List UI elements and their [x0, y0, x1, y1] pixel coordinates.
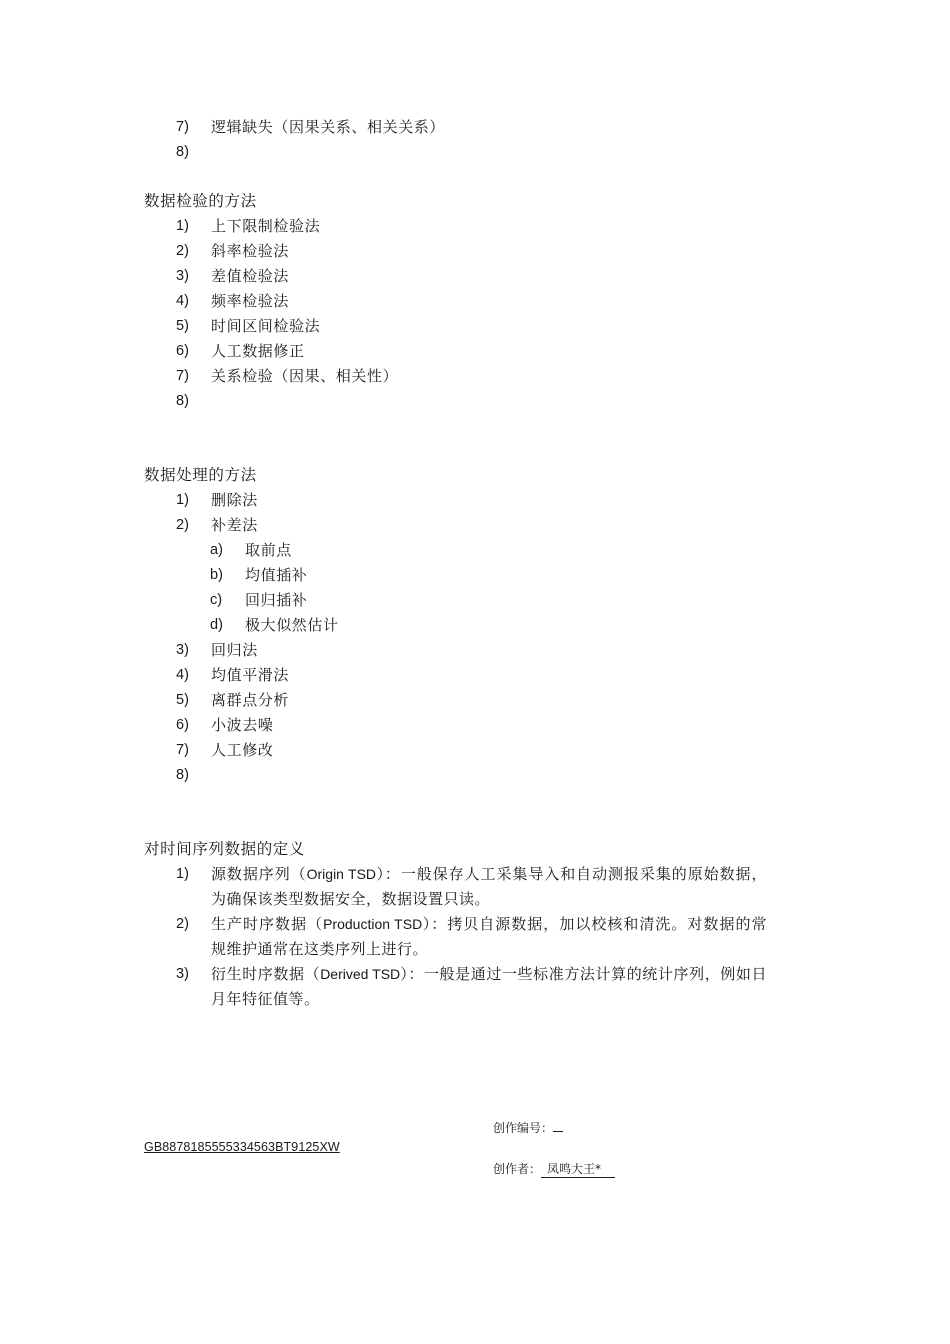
document-code: GB8878185555334563BT9125XW: [144, 1140, 340, 1154]
list-text: 斜率检验法: [211, 242, 290, 260]
list-text: 回归法: [211, 641, 258, 659]
list-number: 3): [176, 642, 189, 658]
list-number: 4): [176, 293, 189, 309]
definition-text: [211, 862, 767, 912]
creation-number-label: 创作编号：: [493, 1121, 554, 1135]
list-number: b): [210, 567, 223, 583]
section-heading-check: 数据检验的方法: [144, 192, 257, 210]
list-text: 取前点: [245, 541, 292, 559]
list-text: 删除法: [211, 491, 258, 509]
list-number: c): [210, 592, 223, 608]
definition-item: [176, 862, 776, 912]
section-heading-definition: 对时间序列数据的定义: [144, 840, 306, 858]
list-text: 频率检验法: [211, 292, 290, 310]
definition-item: [176, 962, 776, 1012]
list-text: 差值检验法: [211, 267, 290, 285]
list-number: 2): [176, 243, 189, 259]
definition-desc: ）：拷贝自源数据，加以校核和清洗。对数据的常规维护通常在这类序列上进行。: [211, 915, 767, 958]
list-number: 6): [176, 343, 189, 359]
definition-text: [211, 962, 767, 1012]
list-text: 人工修改: [211, 741, 274, 759]
definition-item: [176, 912, 776, 962]
list-number: 4): [176, 667, 189, 683]
definition-abbr: Derived TSD: [320, 966, 401, 982]
author: [493, 1160, 615, 1178]
list-number: 8): [176, 767, 189, 783]
list-number: 7): [176, 368, 189, 384]
definition-term: 衍生时序数据（: [211, 965, 321, 983]
list-number: d): [210, 617, 223, 633]
list-number: 3): [176, 268, 189, 284]
definition-abbr: Origin TSD: [306, 866, 377, 882]
list-number: 1): [176, 218, 189, 234]
list-number: 2): [176, 916, 189, 932]
list-text: 人工数据修正: [211, 342, 305, 360]
list-text: 回归插补: [245, 591, 308, 609]
list-number: 7): [176, 742, 189, 758]
list-text: 离群点分析: [211, 691, 290, 709]
list-text: 上下限制检验法: [211, 217, 321, 235]
list-number: 8): [176, 393, 189, 409]
list-text: 均值平滑法: [211, 666, 290, 684]
list-text: 均值插补: [245, 566, 308, 584]
definition-desc: ）：一般是通过一些标准方法计算的统计序列，例如日月年特征值等。: [211, 965, 767, 1008]
list-number: 1): [176, 492, 189, 508]
section-heading-process: 数据处理的方法: [144, 466, 257, 484]
list-text: 极大似然估计: [245, 616, 339, 634]
list-number: 1): [176, 866, 189, 882]
list-number: 5): [176, 318, 189, 334]
list-number: 6): [176, 717, 189, 733]
definition-abbr: Production TSD: [323, 916, 423, 932]
definition-text: [211, 912, 767, 962]
author-value: 凤鸣大王*: [541, 1162, 615, 1178]
list-number: a): [210, 542, 223, 558]
author-label: 创作者：: [493, 1162, 542, 1176]
list-text: 逻辑缺失（因果关系、相关关系）: [211, 118, 446, 136]
list-text: 时间区间检验法: [211, 317, 321, 335]
creation-number-value: [553, 1131, 563, 1132]
list-text: 补差法: [211, 516, 258, 534]
list-text: 小波去噪: [211, 716, 274, 734]
definition-term: 源数据序列（: [211, 865, 307, 883]
definition-desc: ）：一般保存人工采集导入和自动测报采集的原始数据，为确保该类型数据安全，数据设置只读。: [211, 865, 767, 908]
definition-term: 生产时序数据（: [211, 915, 324, 933]
list-number: 2): [176, 517, 189, 533]
list-number: 8): [176, 144, 189, 160]
list-number: 7): [176, 119, 189, 135]
list-number: 5): [176, 692, 189, 708]
creation-number: [493, 1119, 563, 1136]
list-text: 关系检验（因果、相关性）: [211, 367, 399, 385]
list-number: 3): [176, 966, 189, 982]
